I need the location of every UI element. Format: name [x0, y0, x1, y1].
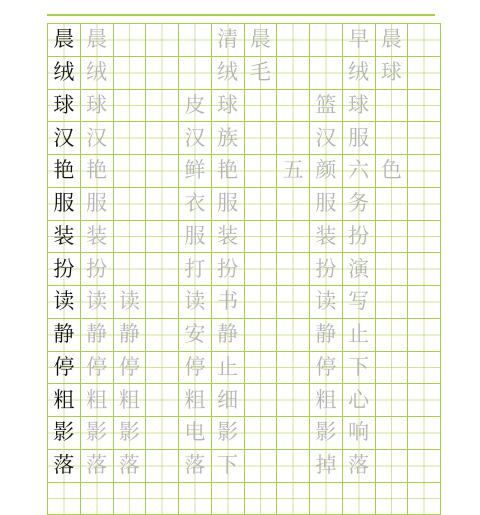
trace-character: 艳	[217, 160, 238, 181]
practice-cell	[245, 155, 278, 188]
practice-cell	[245, 188, 278, 221]
practice-cell	[343, 188, 376, 221]
trace-character: 落	[86, 455, 107, 476]
practice-cell	[179, 319, 212, 352]
practice-cell	[146, 57, 179, 90]
practice-cell	[146, 483, 179, 515]
practice-cell	[245, 221, 278, 254]
model-character-cell	[48, 57, 81, 90]
model-character-cell	[48, 155, 81, 188]
practice-cell	[408, 188, 441, 221]
trace-character: 写	[348, 291, 369, 312]
practice-cell	[81, 319, 114, 352]
trace-character: 早	[348, 29, 369, 50]
practice-cell	[146, 221, 179, 254]
practice-cell	[408, 90, 441, 123]
model-character-cell	[48, 122, 81, 155]
practice-cell	[343, 57, 376, 90]
practice-cell	[376, 450, 409, 483]
trace-character: 球	[86, 95, 107, 116]
practice-cell	[81, 384, 114, 417]
practice-cell	[212, 57, 245, 90]
practice-cell	[310, 450, 343, 483]
practice-cell	[408, 122, 441, 155]
model-character: 装	[53, 226, 74, 247]
practice-cell	[212, 155, 245, 188]
model-character-cell	[48, 286, 81, 319]
model-character-cell	[48, 450, 81, 483]
practice-cell	[114, 57, 147, 90]
practice-cell	[212, 417, 245, 450]
trace-character: 停	[315, 357, 336, 378]
model-character: 读	[53, 291, 74, 312]
model-character: 静	[53, 324, 74, 345]
trace-character: 扮	[217, 259, 238, 280]
trace-character: 静	[119, 324, 140, 345]
practice-cell	[376, 319, 409, 352]
trace-character: 绒	[86, 62, 107, 83]
trace-character: 影	[217, 422, 238, 443]
trace-character: 读	[315, 291, 336, 312]
trace-character: 下	[217, 455, 238, 476]
practice-cell	[114, 450, 147, 483]
practice-cell	[146, 417, 179, 450]
practice-cell	[343, 253, 376, 286]
practice-cell	[376, 352, 409, 385]
practice-cell	[277, 286, 310, 319]
practice-cell	[212, 450, 245, 483]
practice-cell	[212, 221, 245, 254]
practice-cell	[114, 286, 147, 319]
trace-character: 装	[315, 226, 336, 247]
practice-cell	[277, 90, 310, 123]
practice-cell	[310, 319, 343, 352]
model-character-cell	[48, 384, 81, 417]
trace-character: 停	[86, 357, 107, 378]
trace-character: 球	[217, 95, 238, 116]
model-character: 球	[53, 95, 74, 116]
trace-character: 心	[348, 390, 369, 411]
trace-character: 细	[217, 390, 238, 411]
practice-cell	[408, 450, 441, 483]
practice-cell	[212, 483, 245, 515]
practice-cell	[277, 57, 310, 90]
practice-cell	[179, 417, 212, 450]
practice-cell	[212, 286, 245, 319]
trace-character: 粗	[86, 390, 107, 411]
practice-cell	[81, 24, 114, 57]
practice-cell	[277, 221, 310, 254]
practice-cell	[376, 483, 409, 515]
trace-character: 绒	[217, 62, 238, 83]
model-character-cell	[48, 483, 81, 515]
practice-cell	[310, 417, 343, 450]
top-rule	[47, 14, 435, 16]
trace-character: 扮	[86, 259, 107, 280]
trace-character: 颜	[315, 160, 336, 181]
trace-character: 电	[184, 422, 205, 443]
practice-cell	[343, 90, 376, 123]
trace-character: 安	[184, 324, 205, 345]
practice-cell	[310, 24, 343, 57]
practice-cell	[245, 286, 278, 319]
trace-character: 读	[119, 291, 140, 312]
trace-character: 艳	[86, 160, 107, 181]
practice-cell	[114, 221, 147, 254]
trace-character: 落	[184, 455, 205, 476]
trace-character: 影	[315, 422, 336, 443]
model-character: 扮	[53, 259, 74, 280]
practice-cell	[245, 253, 278, 286]
practice-cell	[81, 90, 114, 123]
practice-cell	[179, 384, 212, 417]
model-character: 影	[53, 422, 74, 443]
practice-cell	[343, 319, 376, 352]
model-character-cell	[48, 253, 81, 286]
practice-cell	[81, 286, 114, 319]
practice-cell	[81, 417, 114, 450]
practice-cell	[408, 417, 441, 450]
practice-cell	[146, 188, 179, 221]
practice-cell	[114, 352, 147, 385]
practice-cell	[408, 155, 441, 188]
trace-character: 色	[381, 160, 402, 181]
practice-cell	[146, 384, 179, 417]
trace-character: 球	[348, 95, 369, 116]
practice-cell	[146, 90, 179, 123]
practice-cell	[114, 253, 147, 286]
trace-character: 衣	[184, 193, 205, 214]
practice-cell	[245, 90, 278, 123]
practice-cell	[81, 188, 114, 221]
practice-cell	[146, 286, 179, 319]
practice-cell	[343, 155, 376, 188]
practice-cell	[408, 483, 441, 515]
practice-cell	[212, 24, 245, 57]
practice-cell	[376, 188, 409, 221]
practice-cell	[114, 24, 147, 57]
practice-cell	[277, 24, 310, 57]
practice-cell	[146, 122, 179, 155]
practice-cell	[146, 24, 179, 57]
trace-character: 晨	[86, 29, 107, 50]
practice-cell	[146, 352, 179, 385]
practice-cell	[376, 286, 409, 319]
practice-cell	[114, 319, 147, 352]
trace-character: 静	[86, 324, 107, 345]
trace-character: 止	[348, 324, 369, 345]
trace-character: 粗	[184, 390, 205, 411]
model-character: 粗	[53, 390, 74, 411]
trace-character: 扮	[348, 226, 369, 247]
practice-cell	[343, 24, 376, 57]
trace-character: 粗	[119, 390, 140, 411]
trace-character: 鲜	[184, 160, 205, 181]
trace-character: 读	[184, 291, 205, 312]
practice-cell	[179, 253, 212, 286]
practice-cell	[310, 57, 343, 90]
practice-cell	[277, 319, 310, 352]
practice-cell	[343, 417, 376, 450]
practice-cell	[310, 122, 343, 155]
practice-cell	[81, 352, 114, 385]
practice-cell	[376, 122, 409, 155]
practice-cell	[408, 253, 441, 286]
practice-cell	[245, 417, 278, 450]
trace-character: 下	[348, 357, 369, 378]
model-character-cell	[48, 188, 81, 221]
trace-character: 毛	[250, 62, 271, 83]
trace-character: 读	[86, 291, 107, 312]
practice-cell	[179, 155, 212, 188]
trace-character: 务	[348, 193, 369, 214]
trace-character: 服	[217, 193, 238, 214]
trace-character: 响	[348, 422, 369, 443]
practice-cell	[245, 24, 278, 57]
practice-cell	[277, 122, 310, 155]
practice-cell	[245, 57, 278, 90]
practice-cell	[343, 384, 376, 417]
practice-cell	[114, 483, 147, 515]
practice-cell	[212, 384, 245, 417]
practice-cell	[408, 319, 441, 352]
practice-cell	[114, 417, 147, 450]
trace-character: 五	[283, 160, 304, 181]
practice-cell	[376, 384, 409, 417]
practice-cell	[408, 221, 441, 254]
trace-character: 六	[348, 160, 369, 181]
practice-cell	[245, 319, 278, 352]
model-character-cell	[48, 24, 81, 57]
practice-cell	[245, 122, 278, 155]
model-character: 汉	[53, 128, 74, 149]
practice-cell	[245, 352, 278, 385]
practice-cell	[277, 253, 310, 286]
practice-cell	[310, 221, 343, 254]
practice-cell	[245, 384, 278, 417]
practice-cell	[81, 221, 114, 254]
practice-cell	[81, 483, 114, 515]
trace-character: 服	[86, 193, 107, 214]
model-character: 落	[53, 455, 74, 476]
practice-cell	[277, 417, 310, 450]
practice-cell	[343, 483, 376, 515]
practice-grid	[47, 23, 441, 515]
practice-cell	[310, 155, 343, 188]
practice-cell	[179, 90, 212, 123]
practice-cell	[408, 24, 441, 57]
trace-character: 影	[119, 422, 140, 443]
model-character-cell	[48, 90, 81, 123]
trace-character: 演	[348, 259, 369, 280]
practice-cell	[343, 221, 376, 254]
practice-cell	[310, 253, 343, 286]
practice-cell	[179, 57, 212, 90]
trace-character: 清	[217, 29, 238, 50]
trace-character: 书	[217, 291, 238, 312]
practice-cell	[114, 90, 147, 123]
trace-character: 族	[217, 128, 238, 149]
practice-cell	[212, 253, 245, 286]
trace-character: 落	[119, 455, 140, 476]
practice-cell	[179, 122, 212, 155]
practice-cell	[277, 483, 310, 515]
practice-cell	[81, 253, 114, 286]
practice-cell	[146, 155, 179, 188]
practice-cell	[179, 221, 212, 254]
model-character-cell	[48, 221, 81, 254]
trace-character: 止	[217, 357, 238, 378]
practice-cell	[114, 122, 147, 155]
trace-character: 晨	[250, 29, 271, 50]
practice-cell	[343, 352, 376, 385]
practice-cell	[81, 155, 114, 188]
trace-character: 掉	[315, 455, 336, 476]
practice-cell	[343, 450, 376, 483]
practice-cell	[179, 450, 212, 483]
practice-cell	[146, 450, 179, 483]
practice-cell	[408, 352, 441, 385]
practice-cell	[81, 122, 114, 155]
trace-character: 装	[86, 226, 107, 247]
trace-character: 球	[381, 62, 402, 83]
practice-cell	[179, 188, 212, 221]
trace-character: 装	[217, 226, 238, 247]
practice-cell	[212, 319, 245, 352]
practice-cell	[212, 122, 245, 155]
trace-character: 扮	[315, 259, 336, 280]
practice-cell	[146, 253, 179, 286]
practice-cell	[114, 188, 147, 221]
practice-cell	[212, 188, 245, 221]
practice-cell	[114, 384, 147, 417]
practice-cell	[277, 450, 310, 483]
practice-cell	[179, 352, 212, 385]
trace-character: 服	[315, 193, 336, 214]
model-character-cell	[48, 417, 81, 450]
practice-cell	[376, 57, 409, 90]
trace-character: 静	[315, 324, 336, 345]
trace-character: 打	[184, 259, 205, 280]
practice-cell	[408, 57, 441, 90]
practice-cell	[376, 221, 409, 254]
practice-cell	[310, 384, 343, 417]
model-character: 绒	[53, 62, 74, 83]
trace-character: 落	[348, 455, 369, 476]
trace-character: 影	[86, 422, 107, 443]
practice-cell	[81, 450, 114, 483]
practice-cell	[408, 384, 441, 417]
model-character: 艳	[53, 160, 74, 181]
practice-cell	[376, 253, 409, 286]
trace-character: 汉	[184, 128, 205, 149]
practice-cell	[212, 90, 245, 123]
practice-cell	[146, 319, 179, 352]
trace-character: 服	[348, 128, 369, 149]
practice-cell	[245, 450, 278, 483]
practice-cell	[179, 483, 212, 515]
practice-cell	[277, 352, 310, 385]
practice-cell	[310, 352, 343, 385]
practice-cell	[376, 417, 409, 450]
model-character: 停	[53, 357, 74, 378]
trace-character: 静	[217, 324, 238, 345]
practice-cell	[310, 188, 343, 221]
practice-cell	[277, 155, 310, 188]
practice-cell	[277, 384, 310, 417]
trace-character: 汉	[86, 128, 107, 149]
practice-cell	[310, 286, 343, 319]
trace-character: 绒	[348, 62, 369, 83]
trace-character: 皮	[184, 95, 205, 116]
practice-cell	[376, 155, 409, 188]
practice-cell	[310, 90, 343, 123]
practice-cell	[310, 483, 343, 515]
trace-character: 停	[119, 357, 140, 378]
practice-cell	[81, 57, 114, 90]
practice-cell	[245, 483, 278, 515]
trace-character: 服	[184, 226, 205, 247]
practice-cell	[212, 352, 245, 385]
trace-character: 汉	[315, 128, 336, 149]
practice-cell	[114, 155, 147, 188]
practice-cell	[277, 188, 310, 221]
practice-cell	[179, 286, 212, 319]
practice-cell	[408, 286, 441, 319]
trace-character: 篮	[315, 95, 336, 116]
practice-cell	[376, 90, 409, 123]
model-character: 服	[53, 193, 74, 214]
practice-cell	[376, 24, 409, 57]
model-character-cell	[48, 319, 81, 352]
model-character-cell	[48, 352, 81, 385]
practice-cell	[179, 24, 212, 57]
trace-character: 粗	[315, 390, 336, 411]
trace-character: 晨	[381, 29, 402, 50]
practice-cell	[343, 122, 376, 155]
model-character: 晨	[53, 29, 74, 50]
trace-character: 停	[184, 357, 205, 378]
practice-cell	[343, 286, 376, 319]
